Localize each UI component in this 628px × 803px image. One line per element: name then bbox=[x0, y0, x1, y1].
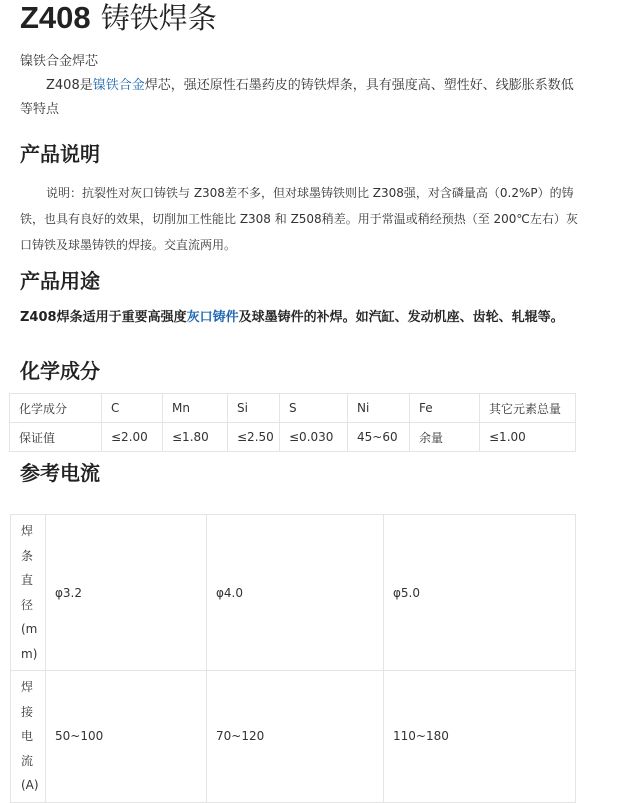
nickel-iron-alloy-link[interactable]: 镍铁合金 bbox=[92, 78, 145, 93]
gray-iron-casting-link[interactable]: 灰口铸件 bbox=[186, 310, 239, 325]
table-row bbox=[11, 671, 576, 803]
description-heading: 产品说明 bbox=[20, 142, 100, 166]
table-cell: ≤1.80 bbox=[163, 423, 228, 452]
intro-text-before: Z408是 bbox=[46, 78, 93, 93]
table-cell: 其它元素总量 bbox=[480, 394, 576, 423]
table-cell: ≤1.00 bbox=[480, 423, 576, 452]
table-cell: S bbox=[280, 394, 348, 423]
table-cell: 70~120 bbox=[207, 671, 384, 803]
label-char: 径 bbox=[21, 597, 34, 612]
table-cell: 110~180 bbox=[384, 671, 576, 803]
table-cell: Mn bbox=[163, 394, 228, 423]
label-char: (m bbox=[21, 622, 38, 636]
label-char: 接 bbox=[21, 704, 34, 719]
table-cell: C bbox=[102, 394, 163, 423]
table-cell: ≤0.030 bbox=[280, 423, 348, 452]
intro-text-after: 焊芯，强还原性石墨药皮的铸铁焊条，具有强度高、塑性好、线膨胀系数低等特点 bbox=[20, 78, 574, 117]
label-char: 直 bbox=[21, 573, 34, 587]
table-cell: 余量 bbox=[410, 423, 480, 452]
chemistry-table bbox=[9, 393, 576, 452]
table-cell: Si bbox=[228, 394, 280, 423]
label-char: 电 bbox=[21, 729, 34, 743]
page-title bbox=[20, 0, 217, 36]
usage-paragraph bbox=[20, 306, 580, 330]
current-heading: 参考电流 bbox=[20, 461, 100, 485]
table-cell: 化学成分 bbox=[10, 394, 102, 423]
label-char: m) bbox=[21, 646, 38, 661]
table-row bbox=[10, 394, 576, 423]
table-cell: ≤2.00 bbox=[102, 423, 163, 452]
table-cell: 45~60 bbox=[348, 423, 410, 452]
table-cell: φ3.2 bbox=[46, 515, 207, 671]
product-name: 铸铁焊条 bbox=[100, 1, 217, 35]
table-cell: Fe bbox=[410, 394, 480, 423]
table-row bbox=[11, 515, 576, 671]
table-cell: ≤2.50 bbox=[228, 423, 280, 452]
table-cell: Ni bbox=[348, 394, 410, 423]
table-row bbox=[10, 423, 576, 452]
product-code: Z408 bbox=[20, 0, 91, 35]
table-cell: 保证值 bbox=[10, 423, 102, 452]
label-char: 条 bbox=[21, 548, 34, 563]
usage-heading: 产品用途 bbox=[20, 269, 100, 293]
diameter-label bbox=[11, 515, 46, 671]
table-cell: φ4.0 bbox=[207, 515, 384, 671]
usage-text-after: 及球墨铸件的补焊。如汽缸、发动机座、齿轮、轧辊等。 bbox=[238, 310, 564, 325]
table-cell: 50~100 bbox=[46, 671, 207, 803]
label-char: 流 bbox=[21, 753, 34, 768]
current-table bbox=[10, 514, 576, 803]
subtitle: 镍铁合金焊芯 bbox=[20, 54, 99, 69]
chemistry-heading: 化学成分 bbox=[20, 359, 100, 383]
current-label bbox=[11, 671, 46, 803]
intro-paragraph bbox=[20, 74, 580, 122]
description-paragraph: 说明：抗裂性对灰口铸铁与 Z308差不多，但对球墨铸铁则比 Z308强，对含磷量高（0.2%P）的铸铁，也具有良好的效果，切削加工性能比 Z308 和 Z508稍差。用于常温或稍经预热（至 200℃左右）灰口铸铁及球墨铸铁的焊接。交直流两用。 bbox=[20, 186, 578, 252]
label-char: 焊 bbox=[21, 524, 34, 538]
table-cell: φ5.0 bbox=[384, 515, 576, 671]
label-char: (A) bbox=[21, 778, 39, 792]
label-char: 焊 bbox=[21, 680, 34, 694]
usage-text-before: Z408焊条适用于重要高强度 bbox=[20, 310, 187, 325]
